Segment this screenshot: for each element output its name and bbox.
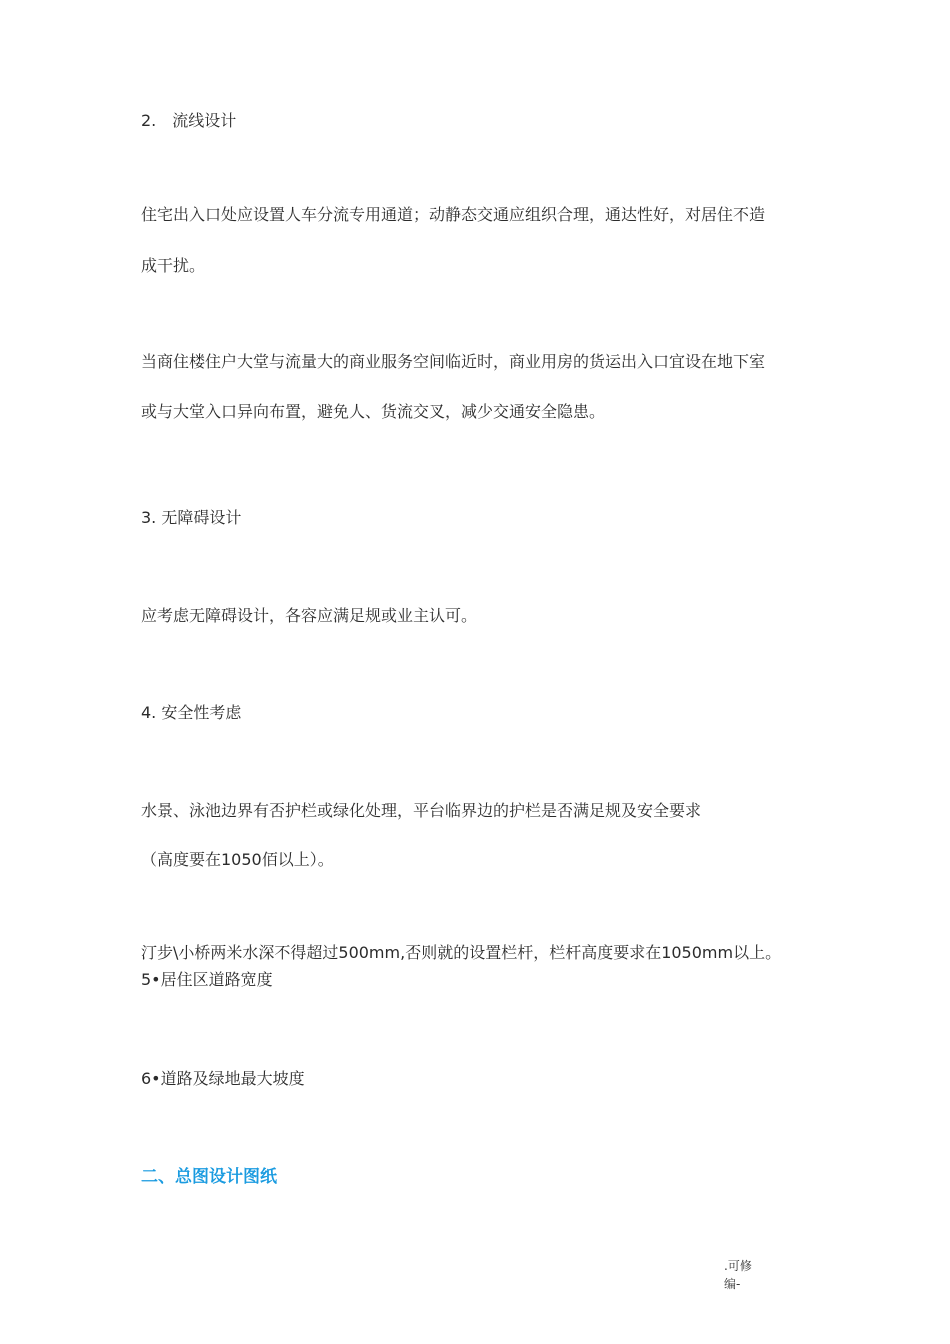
paragraph-stepping-stones: 汀步\小桥两米水深不得超过500mm,否则就的设置栏杆，栏杆高度要求在1050mm以上。 [141, 943, 782, 962]
paragraph-commercial-line-1: 当商住楼住户大堂与流量大的商业服务空间临近时，商业用房的货运出入口宜设在地下室 [141, 352, 766, 371]
section-heading-accessibility: 3. 无障碍设计 [141, 508, 242, 527]
paragraph-safety-line-1: 水景、泳池边界有否护栏或绿化处理，平台临界边的护栏是否满足规及安全要求 [141, 801, 702, 820]
part-heading-general-drawings: 二、总图设计图纸 [141, 1167, 277, 1187]
section-heading-road-slope: 6•道路及绿地最大坡度 [141, 1069, 305, 1088]
section-heading-flow-design: 2. 流线设计 [141, 111, 237, 130]
footer-note-line-1: .可修 [724, 1259, 752, 1273]
section-heading-safety: 4. 安全性考虑 [141, 703, 242, 722]
paragraph-accessibility: 应考虑无障碍设计，各容应满足规或业主认可。 [141, 606, 478, 625]
paragraph-flow-line-2: 成干扰。 [141, 256, 206, 275]
footer-note-line-2: 编- [724, 1277, 741, 1291]
paragraph-safety-line-2: （高度要在1050佰以上）。 [141, 850, 334, 869]
paragraph-commercial-line-2: 或与大堂入口异向布置，避免人、货流交叉，减少交通安全隐患。 [141, 402, 606, 421]
section-heading-road-width: 5•居住区道路宽度 [141, 970, 273, 989]
paragraph-flow-line-1: 住宅出入口处应设置人车分流专用通道；动静态交通应组织合理，通达性好，对居住不造 [141, 205, 766, 224]
